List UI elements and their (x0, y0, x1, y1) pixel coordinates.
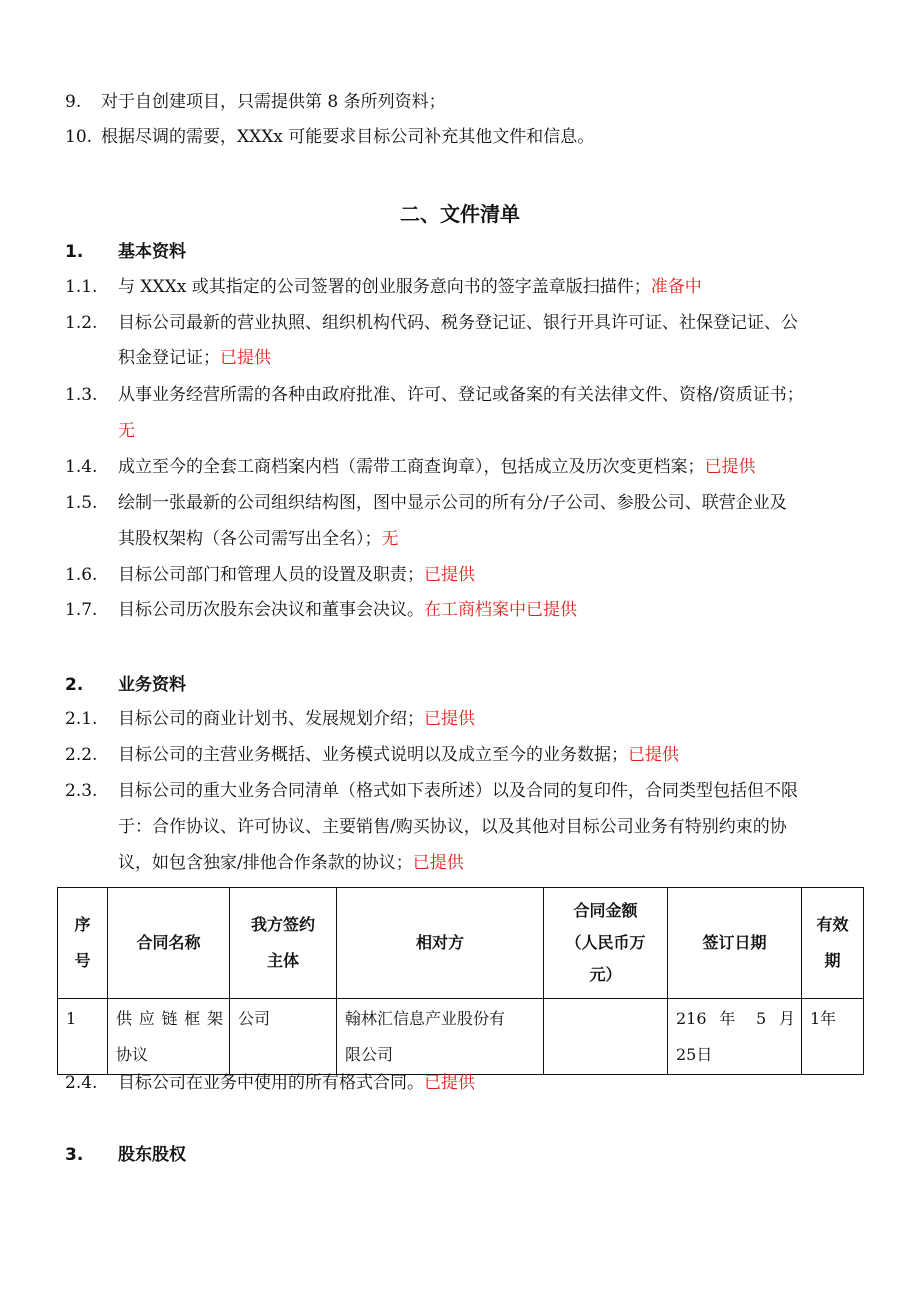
status-label: 在工商档案中已提供 (424, 600, 577, 620)
item-number: 2.3. (65, 781, 98, 801)
table-row (58, 999, 864, 1075)
status-label: 无 (381, 529, 399, 549)
item-text: 对于自创建项目，只需提供第 8 条所列资料； (101, 92, 446, 112)
status-label: 已提供 (424, 565, 475, 585)
column-header-no: 序 号 (58, 888, 108, 999)
item-text: 目标公司的主营业务概括、业务模式说明以及成立至今的业务数据；已提供 (118, 745, 679, 765)
item-text: 目标公司在业务中使用的所有格式合同。已提供 (118, 1073, 475, 1093)
status-label: 准备中 (650, 277, 702, 297)
contract-table (57, 887, 864, 1075)
item-text: 目标公司部门和管理人员的设置及职责；已提供 (118, 565, 475, 585)
status-label: 已提供 (424, 1073, 475, 1093)
column-header-counterparty: 相对方 (337, 888, 544, 999)
section-heading: 业务资料 (118, 675, 186, 695)
item-text: 与 XXXx 或其指定的公司签署的创业服务意向书的签字盖章版扫描件；准备中 (118, 277, 702, 297)
item-text: 目标公司的商业计划书、发展规划介绍；已提供 (118, 709, 475, 729)
item-text: 议，如包含独家/排他合作条款的协议；已提供 (118, 853, 464, 873)
item-text: 目标公司的重大业务合同清单（格式如下表所述）以及合同的复印件，合同类型包括但不限 (118, 781, 798, 801)
item-text: 目标公司最新的营业执照、组织机构代码、税务登记证、银行开具许可证、社保登记证、公 (118, 313, 798, 333)
item-number: 1.4. (65, 457, 98, 477)
status-label: 已提供 (704, 457, 756, 477)
status-label: 已提供 (424, 709, 475, 729)
cell-no: 1 (58, 999, 108, 1075)
cell-sign-date: 216 年 5 月 25日 (668, 999, 802, 1075)
item-number: 1.7. (65, 600, 98, 620)
item-number: 1.1. (65, 277, 98, 297)
status-label: 已提供 (220, 348, 271, 368)
column-header-amount: 合同金额 （人民币万 元） (544, 888, 668, 999)
status-label: 无 (118, 421, 135, 441)
column-header-our-party: 我方签约 主体 (230, 888, 337, 999)
section-number: 1. (65, 242, 84, 262)
item-number: 1.5. (65, 493, 98, 513)
item-text: 绘制一张最新的公司组织结构图，图中显示公司的所有分/子公司、参股公司、联营企业及 (118, 493, 787, 513)
cell-counterparty: 翰林汇信息产业股份有 限公司 (337, 999, 544, 1075)
item-number: 10. (65, 127, 93, 147)
section-heading: 基本资料 (118, 242, 186, 262)
column-header-validity: 有效 期 (802, 888, 864, 999)
table-header-row (58, 888, 864, 999)
item-text: 根据尽调的需要，XXXx 可能要求目标公司补充其他文件和信息。 (101, 127, 595, 147)
section-number: 3. (65, 1145, 84, 1165)
item-number: 2.2. (65, 745, 98, 765)
item-text: 目标公司历次股东会决议和董事会决议。在工商档案中已提供 (118, 600, 577, 620)
item-text: 积金登记证；已提供 (118, 348, 271, 368)
item-number: 1.3. (65, 385, 98, 405)
item-text: 从事业务经营所需的各种由政府批准、许可、登记或备案的有关法律文件、资格/资质证书； (118, 385, 804, 405)
section-number: 2. (65, 675, 84, 695)
item-number: 1.2. (65, 313, 98, 333)
column-header-sign-date: 签订日期 (668, 888, 802, 999)
item-number: 9. (65, 92, 82, 112)
cell-amount (544, 999, 668, 1075)
item-text: 于：合作协议、许可协议、主要销售/购买协议，以及其他对目标公司业务有特别约束的协 (118, 817, 787, 837)
section-title: 二、文件清单 (400, 202, 520, 226)
item-number: 2.4. (65, 1073, 98, 1093)
status-label: 已提供 (412, 853, 464, 873)
item-number: 2.1. (65, 709, 98, 729)
cell-validity: 1年 (802, 999, 864, 1075)
cell-our-party: 公司 (230, 999, 337, 1075)
column-header-contract-name: 合同名称 (108, 888, 230, 999)
cell-contract-name: 供应链框架 协议 (108, 999, 230, 1075)
item-number: 1.6. (65, 565, 98, 585)
item-text: 成立至今的全套工商档案内档（需带工商查询章），包括成立及历次变更档案；已提供 (118, 457, 756, 477)
item-text: 其股权架构（各公司需写出全名）；无 (118, 529, 399, 549)
status-label: 已提供 (628, 745, 679, 765)
section-heading: 股东股权 (118, 1145, 186, 1165)
